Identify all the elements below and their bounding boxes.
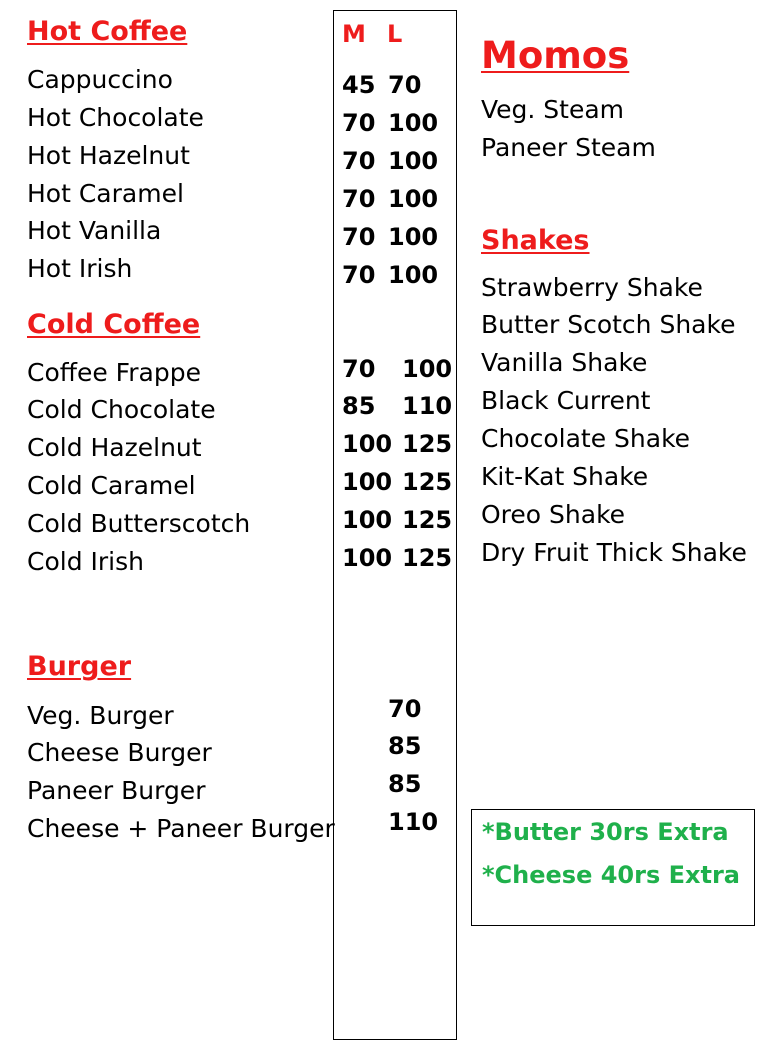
price-l: 125 — [402, 468, 453, 496]
price-m: 100 — [342, 544, 393, 572]
menu-item: Cold Caramel — [27, 471, 196, 500]
menu-item: Paneer Burger — [27, 776, 206, 805]
price-m: 70 — [342, 261, 376, 289]
menu-item: Hot Hazelnut — [27, 141, 190, 170]
menu-item: Cold Hazelnut — [27, 433, 202, 462]
menu-item: Vanilla Shake — [481, 348, 648, 377]
price-m: 100 — [342, 430, 393, 458]
menu-item: Hot Irish — [27, 254, 133, 283]
menu-item: Oreo Shake — [481, 500, 626, 529]
menu-item: Cold Butterscotch — [27, 509, 251, 538]
price: 85 — [388, 770, 422, 798]
menu-item: Black Current — [481, 386, 651, 415]
price-m: 100 — [342, 506, 393, 534]
price-l: 110 — [402, 392, 453, 420]
menu-item: Coffee Frappe — [27, 358, 201, 387]
price-l: 100 — [388, 261, 439, 289]
price-m: 85 — [342, 392, 376, 420]
price-l: 125 — [402, 544, 453, 572]
momos-heading: Momos — [481, 34, 630, 77]
price-m: 70 — [342, 109, 376, 137]
menu-item: Veg. Steam — [481, 95, 625, 124]
price-l: 100 — [402, 355, 453, 383]
price: 85 — [388, 732, 422, 760]
hot-coffee-heading: Hot Coffee — [27, 16, 188, 47]
menu-item: Dry Fruit Thick Shake — [481, 538, 747, 567]
price-m: 45 — [342, 71, 376, 99]
cold-coffee-heading: Cold Coffee — [27, 309, 201, 340]
extra-note: *Butter 30rs Extra — [482, 818, 729, 846]
menu-item: Cold Chocolate — [27, 395, 216, 424]
menu-item: Hot Vanilla — [27, 216, 162, 245]
menu-item: Paneer Steam — [481, 133, 656, 162]
price-l: 100 — [388, 185, 439, 213]
extra-note: *Cheese 40rs Extra — [482, 861, 740, 889]
menu-item: Cold Irish — [27, 547, 144, 576]
price: 70 — [388, 695, 422, 723]
price-l: 100 — [388, 147, 439, 175]
size-m-header: M — [342, 20, 366, 48]
menu-item: Cappuccino — [27, 65, 173, 94]
menu-item: Hot Caramel — [27, 179, 184, 208]
menu-item: Butter Scotch Shake — [481, 310, 736, 339]
price-m: 70 — [342, 185, 376, 213]
menu-item: Cheese + Paneer Burger — [27, 814, 335, 843]
burger-heading: Burger — [27, 651, 132, 682]
price-m: 70 — [342, 355, 376, 383]
price-m: 70 — [342, 147, 376, 175]
menu-item: Cheese Burger — [27, 738, 212, 767]
menu-item: Kit-Kat Shake — [481, 462, 649, 491]
menu-item: Veg. Burger — [27, 701, 174, 730]
shakes-heading: Shakes — [481, 225, 590, 256]
price-m: 70 — [342, 223, 376, 251]
price-l: 70 — [388, 71, 422, 99]
size-l-header: L — [387, 20, 403, 48]
price-l: 125 — [402, 430, 453, 458]
price-l: 100 — [388, 223, 439, 251]
price-m: 100 — [342, 468, 393, 496]
menu-item: Hot Chocolate — [27, 103, 204, 132]
price-l: 100 — [388, 109, 439, 137]
price-l: 125 — [402, 506, 453, 534]
menu-item: Chocolate Shake — [481, 424, 691, 453]
menu-item: Strawberry Shake — [481, 273, 703, 302]
price: 110 — [388, 808, 439, 836]
